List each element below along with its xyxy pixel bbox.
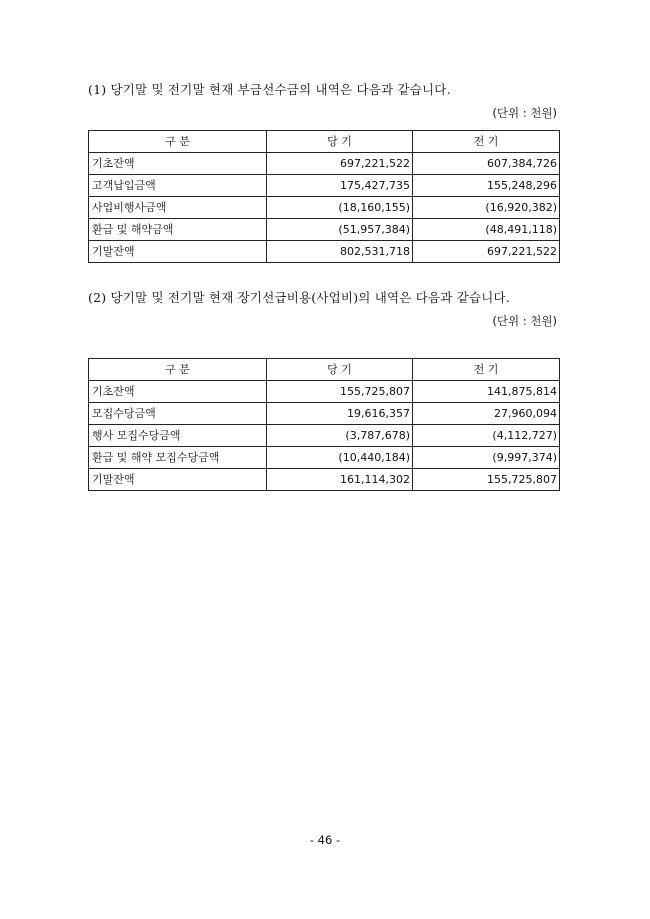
row-label: 모집수당금액 xyxy=(89,403,267,425)
table-header-row xyxy=(89,359,560,381)
section2-heading: (2) 당기말 및 전기말 현재 장기선급비용(사업비)의 내역은 다음과 같습니다. xyxy=(88,290,510,305)
table-row xyxy=(89,403,560,425)
table-row xyxy=(89,469,560,491)
column-header-category: 구 분 xyxy=(89,131,267,153)
current-value: 802,531,718 xyxy=(267,241,413,263)
row-label: 행사 모집수당금액 xyxy=(89,425,267,447)
section1-unit-label: (단위 : 천원) xyxy=(492,106,557,120)
current-value: 161,114,302 xyxy=(267,469,413,491)
receipts-in-advance-table xyxy=(88,130,560,263)
column-header-current: 당 기 xyxy=(267,359,413,381)
table-row xyxy=(89,381,560,403)
prior-value: (48,491,118) xyxy=(413,219,560,241)
column-header-category: 구 분 xyxy=(89,359,267,381)
section2-unit-label: (단위 : 천원) xyxy=(492,314,557,328)
table-row xyxy=(89,447,560,469)
current-value: (51,957,384) xyxy=(267,219,413,241)
column-header-prior: 전 기 xyxy=(413,131,560,153)
current-value: (10,440,184) xyxy=(267,447,413,469)
prior-value: 607,384,726 xyxy=(413,153,560,175)
page-number: - 46 - xyxy=(309,833,341,847)
current-value: 697,221,522 xyxy=(267,153,413,175)
row-label: 기말잔액 xyxy=(89,469,267,491)
prior-value: 155,248,296 xyxy=(413,175,560,197)
column-header-prior: 전 기 xyxy=(413,359,560,381)
current-value: 175,427,735 xyxy=(267,175,413,197)
prior-value: (9,997,374) xyxy=(413,447,560,469)
current-value: (18,160,155) xyxy=(267,197,413,219)
table-row xyxy=(89,197,560,219)
current-value: (3,787,678) xyxy=(267,425,413,447)
table-row xyxy=(89,153,560,175)
row-label: 환급 및 해약 모집수당금액 xyxy=(89,447,267,469)
prior-value: 141,875,814 xyxy=(413,381,560,403)
row-label: 기초잔액 xyxy=(89,153,267,175)
prior-value: 697,221,522 xyxy=(413,241,560,263)
table-header-row xyxy=(89,131,560,153)
row-label: 기말잔액 xyxy=(89,241,267,263)
current-value: 155,725,807 xyxy=(267,381,413,403)
table-row xyxy=(89,241,560,263)
row-label: 사업비행사금액 xyxy=(89,197,267,219)
prior-value: 27,960,094 xyxy=(413,403,560,425)
table-row xyxy=(89,425,560,447)
row-label: 환급 및 해약금액 xyxy=(89,219,267,241)
prior-value: (4,112,727) xyxy=(413,425,560,447)
row-label: 기초잔액 xyxy=(89,381,267,403)
long-term-prepaid-expenses-table xyxy=(88,358,560,491)
prior-value: (16,920,382) xyxy=(413,197,560,219)
row-label: 고객납입금액 xyxy=(89,175,267,197)
current-value: 19,616,357 xyxy=(267,403,413,425)
column-header-current: 당 기 xyxy=(267,131,413,153)
table-row xyxy=(89,175,560,197)
table-row xyxy=(89,219,560,241)
prior-value: 155,725,807 xyxy=(413,469,560,491)
section1-heading: (1) 당기말 및 전기말 현재 부금선수금의 내역은 다음과 같습니다. xyxy=(88,82,451,97)
